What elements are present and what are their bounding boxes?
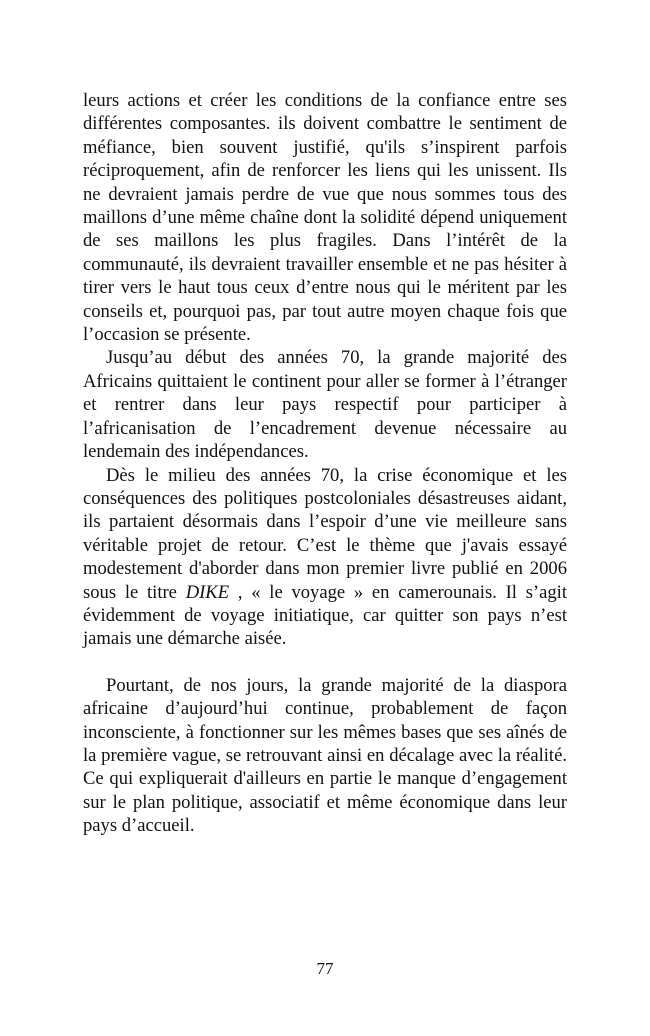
page-number: 77 bbox=[316, 959, 334, 978]
paragraph-mid-70s-text-after: , « le voyage » en camerounais. Il s’agit évidemment de voyage initiatique, car quitter son pays n’est jamais une démarche aisée. bbox=[83, 581, 568, 650]
book-title: DIKE bbox=[185, 581, 230, 603]
paragraph-early-70s: Jusqu’au début des années 70, la grande majorité des Africains quittaient le continent pour aller se former à l’étranger et rentrer dans leur pays respectif pour participer à l’africanisation de l’encadrement devenue nécessaire au lendemain des indépendances. bbox=[83, 347, 567, 463]
paragraph-confidence: leurs actions et créer les conditions de la confiance entre ses différentes composantes. ils doivent combattre le sentiment de méfiance, bien souvent justifié, qu'ils s’inspirent parfois réciproquement, afin de renforcer les liens qui les unissent. Ils ne devraient jamais perdre de vue que nous sommes tous des maillons d’une même chaîne dont la solidité dépend uniquement de ses maillons les plus fragiles. Dans l’intérêt de la communauté, ils devraient travailler ensemble et ne pas hésiter à tirer vers le haut tous ceux d’entre nous qui le méritent par les conseils et, pourquoi pas, par tout autre moyen chaque fois que l’occasion se présente. bbox=[83, 90, 567, 346]
page-body bbox=[83, 89, 567, 838]
paragraph-diaspora: Pourtant, de nos jours, la grande majorité de la diaspora africaine d’aujourd’hui continue, probablement de façon inconsciente, à fonctionner sur les mêmes bases que ses aînés de la première vague, se retrouvant ainsi en décalage avec la réalité. Ce qui expliquerait d'ailleurs en partie le manque d’engagement sur le plan politique, associatif et même économique dans leur pays d’accueil. bbox=[83, 674, 567, 837]
paragraph-mid-70s-text-before: Dès le milieu des années 70, la crise économique et les conséquences des politiques postcoloniales désastreuses aidant, ils partaient désormais dans l’espoir d’une vie meilleure sans véritable projet de retour. C’est le thème que j'avais essayé modestement d'aborder dans mon premier livre publié en 2006 sous le titre bbox=[83, 464, 567, 603]
paragraph-mid-70s bbox=[83, 464, 567, 651]
